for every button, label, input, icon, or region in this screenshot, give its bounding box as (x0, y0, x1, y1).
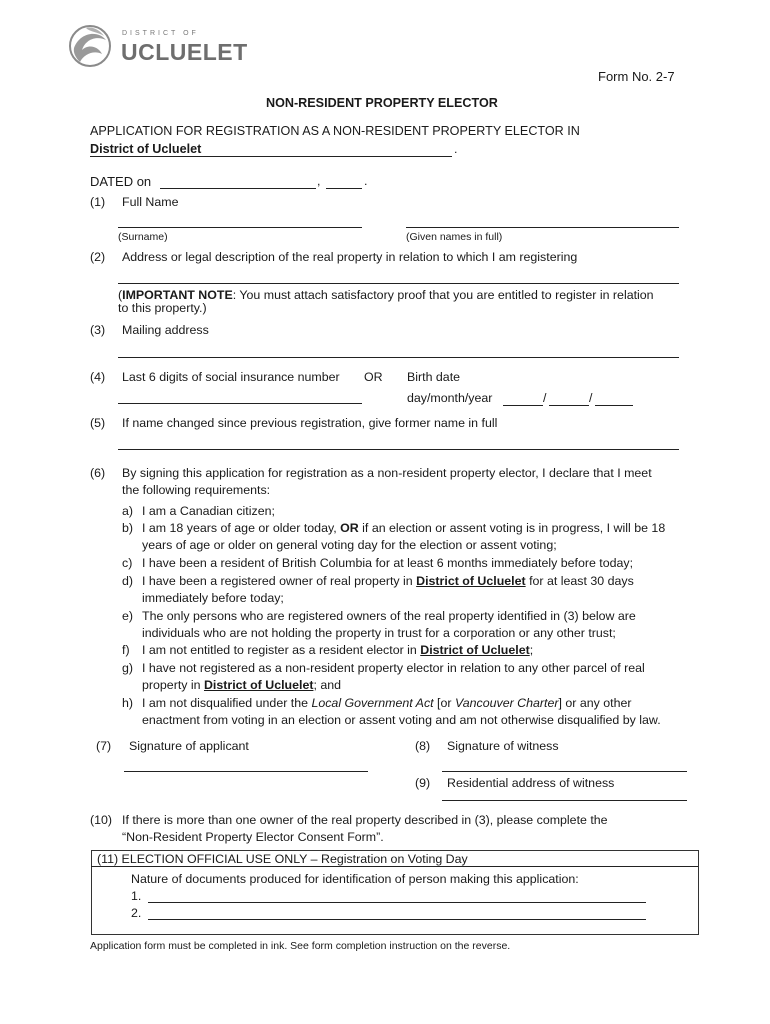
requirement-b-letter: b) (122, 521, 134, 535)
official-use-item-1-field[interactable] (148, 902, 646, 903)
requirement-h-letter: h) (122, 696, 134, 710)
requirement-h-part1: I am not disqualified under the (142, 696, 312, 710)
section-10-line-1: If there is more than one owner of the real property described in (3), please complete the (122, 813, 608, 827)
form-title: NON-RESIDENT PROPERTY ELECTOR (266, 96, 498, 110)
jurisdiction-underline (90, 156, 452, 157)
requirement-g: I have not registered as a non-resident property elector in relation to any other parcel of real (142, 661, 645, 675)
requirement-h-charter: Vancouver Charter (454, 696, 559, 710)
witness-address-field[interactable] (442, 800, 687, 801)
requirement-b-part2: if an election or assent voting is in progress, I will be 18 (358, 521, 666, 535)
section-2-label: Address or legal description of the real property in relation to which I am registering (122, 250, 578, 264)
important-note-bold: IMPORTANT NOTE (122, 288, 233, 302)
requirement-g-district: District of Ucluelet (203, 678, 314, 692)
requirement-a-letter: a) (122, 504, 134, 518)
birth-slash-1: / (543, 391, 547, 405)
important-note (118, 288, 654, 302)
logo-large-text: UCLUELET (121, 39, 248, 65)
sin-field[interactable] (118, 403, 362, 404)
requirement-f-part1: I am not entitled to register as a resident elector in (142, 643, 421, 657)
section-7-number: (7) (96, 739, 112, 753)
dated-comma: , (317, 174, 321, 188)
requirement-e-letter: e) (122, 609, 134, 623)
declaration-line-2: the following requirements: (122, 483, 271, 497)
dated-period: . (364, 174, 368, 188)
official-use-title: (11) ELECTION OFFICIAL USE ONLY – Registration on Voting Day (97, 852, 468, 866)
requirement-g-part3: ; and (313, 678, 342, 692)
section-10-line-2: “Non-Resident Property Elector Consent Form”. (122, 830, 384, 844)
requirement-d-district: District of Ucluelet (416, 574, 526, 588)
official-use-nature: Nature of documents produced for identification of person making this application: (131, 872, 579, 886)
section-7-label: Signature of applicant (129, 739, 249, 753)
section-6-number: (6) (90, 466, 106, 480)
section-8-label: Signature of witness (447, 739, 559, 753)
official-use-item-1-label: 1. (131, 889, 142, 903)
requirement-f-part2: ; (529, 643, 534, 657)
requirement-f-letter: f) (122, 643, 130, 657)
dated-year-field[interactable] (326, 188, 362, 189)
requirement-f (142, 643, 533, 657)
birth-slash-2: / (589, 391, 593, 405)
section-5-number: (5) (90, 416, 106, 430)
requirement-b (142, 521, 665, 535)
section-4-label: Last 6 digits of social insurance number (122, 370, 340, 384)
section-1-label: Full Name (122, 195, 179, 209)
birth-day-field[interactable] (503, 405, 543, 406)
section-3-number: (3) (90, 323, 106, 337)
surname-field[interactable] (118, 227, 362, 228)
requirement-g-line2 (142, 678, 341, 692)
former-name-field[interactable] (118, 449, 679, 450)
section-2-number: (2) (90, 250, 106, 264)
requirement-d-line2: immediately before today; (142, 591, 284, 605)
form-number: Form No. 2-7 (598, 69, 675, 84)
mailing-address-field[interactable] (118, 357, 679, 358)
section-9-label: Residential address of witness (447, 776, 615, 790)
requirement-a: I am a Canadian citizen; (142, 504, 275, 518)
requirement-b-part1: I am 18 years of age or older today, (142, 521, 341, 535)
jurisdiction-name: District of Ucluelet (90, 142, 202, 156)
given-names-caption: (Given names in full) (406, 231, 503, 243)
important-note-open: ( (118, 288, 123, 302)
section-3-label: Mailing address (122, 323, 209, 337)
section-5-label: If name changed since previous registration, give former name in full (122, 416, 498, 430)
logo-small-text: DISTRICT OF (122, 30, 199, 37)
requirement-h-part3: ] or any other (558, 696, 632, 710)
important-note-line2: to this property.) (118, 301, 207, 315)
dated-day-field[interactable] (160, 188, 316, 189)
section-8-number: (8) (415, 739, 431, 753)
birth-month-field[interactable] (549, 405, 589, 406)
requirement-h (142, 696, 632, 710)
section-10-number: (10) (90, 813, 113, 827)
given-names-field[interactable] (406, 227, 679, 228)
section-4-number: (4) (90, 370, 106, 384)
requirement-g-part2: property in (142, 678, 204, 692)
form-subtitle: APPLICATION FOR REGISTRATION AS A NON-RESIDENT PROPERTY ELECTOR IN (90, 124, 580, 138)
witness-signature-field[interactable] (442, 771, 687, 772)
requirement-h-act: Local Government Act (311, 696, 434, 710)
requirement-e-line2: individuals who are not holding the property in trust for a corporation or any other trust; (142, 626, 616, 640)
surname-caption: (Surname) (118, 231, 168, 243)
requirement-d-letter: d) (122, 574, 134, 588)
requirement-d-part1: I have been a registered owner of real property in (142, 574, 417, 588)
requirement-d (142, 574, 634, 588)
requirement-b-line2: years of age or older on general voting day for the election or assent voting; (142, 538, 557, 552)
requirement-d-part2: for at least 30 days (525, 574, 634, 588)
property-address-field[interactable] (118, 283, 679, 284)
section-1-number: (1) (90, 195, 106, 209)
official-use-item-2-field[interactable] (148, 919, 646, 920)
day-month-year-caption: day/month/year (407, 391, 493, 405)
footer-note: Application form must be completed in ink. See form completion instruction on the reverse. (90, 940, 511, 952)
important-note-line1: : You must attach satisfactory proof that you are entitled to register in relation (232, 288, 654, 302)
dated-label: DATED on (90, 174, 152, 189)
requirement-g-letter: g) (122, 661, 134, 675)
requirement-b-or: OR (340, 521, 359, 535)
requirement-e: The only persons who are registered owners of the real property identified in (3) below are (142, 609, 636, 623)
birth-year-field[interactable] (595, 405, 633, 406)
requirement-h-line2: enactment from voting in an election or assent voting and am not otherwise disqualified by law. (142, 713, 661, 727)
requirement-f-district: District of Ucluelet (420, 643, 530, 657)
requirement-h-part2: [or (433, 696, 455, 710)
jurisdiction-end: . (454, 142, 458, 156)
requirement-c-letter: c) (122, 556, 133, 570)
section-9-number: (9) (415, 776, 431, 790)
requirement-c: I have been a resident of British Columbia for at least 6 months immediately before today; (142, 556, 634, 570)
official-use-title-divider (91, 866, 698, 867)
applicant-signature-field[interactable] (124, 771, 368, 772)
birth-date-label: Birth date (407, 370, 461, 384)
official-use-item-2-label: 2. (131, 906, 142, 920)
section-4-or: OR (364, 370, 383, 384)
declaration-line-1: By signing this application for registration as a non-resident property elector, I declare that I meet (122, 466, 652, 480)
